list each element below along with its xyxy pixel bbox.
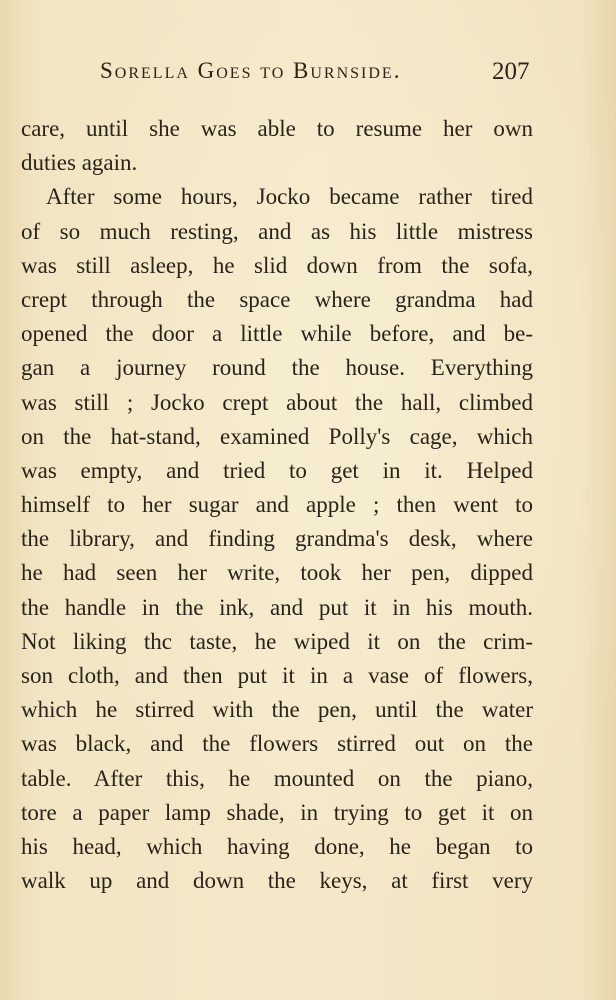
text-line: duties again.	[21, 150, 138, 176]
text-line: son cloth, and then put it in a vase of flowers,	[21, 663, 533, 688]
text-line: table. After this, he mounted on the piano,	[21, 765, 533, 791]
text-line: was black, and the flowers stirred out on the	[21, 731, 533, 757]
page-header	[0, 58, 616, 94]
text-line: the library, and finding grandma's desk, where	[21, 526, 533, 552]
text-line: crept through the space where grandma had	[21, 286, 533, 312]
text-line: opened the door a little while before, and be-	[21, 321, 533, 347]
text-line: of so much resting, and as his little mistress	[21, 218, 533, 244]
text-line: himself to her sugar and apple ; then went to	[21, 492, 533, 518]
text-line: his head, which having done, he began to	[21, 833, 533, 859]
running-title: Sorella Goes to Burnside.	[100, 58, 402, 83]
text-line: was still asleep, he slid down from the sofa,	[21, 252, 533, 278]
text-line: tore a paper lamp shade, in trying to get it on	[21, 799, 533, 825]
page-number: 207	[492, 58, 530, 85]
paragraph-first-line: After some hours, Jocko became rather tired	[46, 184, 533, 210]
text-line: care, until she was able to resume her own	[21, 116, 533, 141]
text-line: gan a journey round the house. Everything	[21, 355, 533, 381]
text-line: Not liking thc taste, he wiped it on the crim-	[21, 628, 533, 654]
text-line: which he stirred with the pen, until the water	[21, 697, 533, 723]
text-line: the handle in the ink, and put it in his mouth.	[21, 594, 533, 620]
text-line: on the hat-stand, examined Polly's cage, which	[21, 423, 533, 449]
text-line: walk up and down the keys, at first very	[21, 868, 533, 894]
text-line: was still ; Jocko crept about the hall, climbed	[21, 389, 533, 415]
text-line: he had seen her write, took her pen, dipped	[21, 560, 533, 586]
body-text	[21, 112, 533, 898]
text-line: was empty, and tried to get in it. Helped	[21, 457, 533, 483]
